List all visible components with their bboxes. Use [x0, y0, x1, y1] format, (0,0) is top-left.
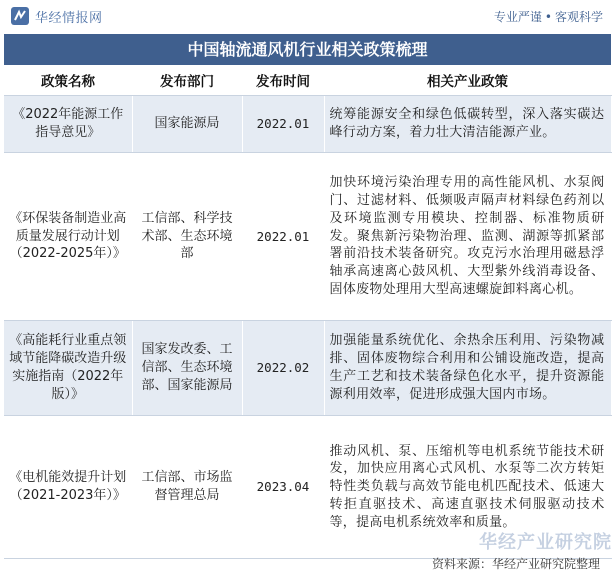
policy-dept-cell: 国家发改委、工信部、生态环境部、国家能源局 [132, 321, 242, 416]
policy-name-cell: 《高能耗行业重点领域节能降碳改造升级实施指南（2022年版）》 [4, 321, 132, 416]
brand-mark-icon [10, 6, 30, 26]
policy-dept-cell: 工信部、市场监督管理总局 [132, 416, 242, 559]
policy-time-cell: 2022.02 [242, 321, 324, 416]
policy-dept-cell: 工信部、科学技术部、生态环境部 [132, 153, 242, 321]
policy-time-cell: 2022.01 [242, 96, 324, 153]
top-bar [0, 0, 615, 34]
policy-dept-cell: 国家能源局 [132, 96, 242, 153]
policy-time-cell: 2023.04 [242, 416, 324, 559]
brand-logo [10, 6, 103, 26]
policy-desc-cell: 推动风机、泵、压缩机等电机系统节能技术研发，加快应用离心式风机、水泵等二次方转矩特性类负载与高效节能电机匹配技术、低速大转拒直驱技术、高速直驱技术伺服驱动技术等，提高电机系统效率和质量。 [324, 416, 611, 559]
table-header-row [4, 65, 611, 96]
policy-desc-cell: 加强能量系统优化、余热余压利用、污染物减排、固体废物综合利用和公铺设施改造，提高生产工艺和技术装备绿色化水平，提升资源能源利用效率，促进形成强大国内市场。 [324, 321, 611, 416]
policy-time-cell: 2022.01 [242, 153, 324, 321]
brand-slogan [494, 8, 603, 25]
column-header-name: 政策名称 [4, 65, 132, 96]
table-row [4, 321, 611, 416]
brand-name: 华经情报网 [35, 10, 103, 26]
column-header-desc: 相关产业政策 [324, 65, 611, 96]
table-row [4, 153, 611, 321]
source-note: 资料来源：华经产业研究院整理 [431, 557, 600, 571]
slogan-right: 客观科学 [554, 10, 603, 24]
policy-name-cell: 《电机能效提升计划（2021-2023年）》 [4, 416, 132, 559]
column-header-dept: 发布部门 [132, 65, 242, 96]
slogan-left: 专业严谨 [493, 10, 542, 24]
policy-desc-cell: 统筹能源安全和绿色低碳转型，深入落实碳达峰行动方案，着力壮大清洁能源产业。 [324, 96, 611, 153]
policy-name-cell: 《环保装备制造业高质量发展行动计划（2022-2025年）》 [4, 153, 132, 321]
slogan-dot: • [544, 10, 552, 24]
table-title: 中国轴流通风机行业相关政策梳理 [4, 34, 611, 65]
watermark: 华经产业研究院 [479, 532, 612, 553]
table-row [4, 96, 611, 153]
column-header-time: 发布时间 [242, 65, 324, 96]
policy-table [4, 65, 612, 559]
policy-desc-cell: 加快环境污染治理专用的高性能风机、水泵阀门、过滤材料、低频吸声隔声材料绿色药剂以及环境监测专用模块、控制器、标准物质研发。聚焦新污染物治理、监测、湖源等抓紧部署前沿技术装备研究。攻克污水治理用磁悬浮轴承高速离心鼓风机、大型紫外线消毒设备、固体废物处理用大型高速螺旋卸料离心机。 [324, 153, 611, 321]
policy-name-cell: 《2022年能源工作指导意见》 [4, 96, 132, 153]
